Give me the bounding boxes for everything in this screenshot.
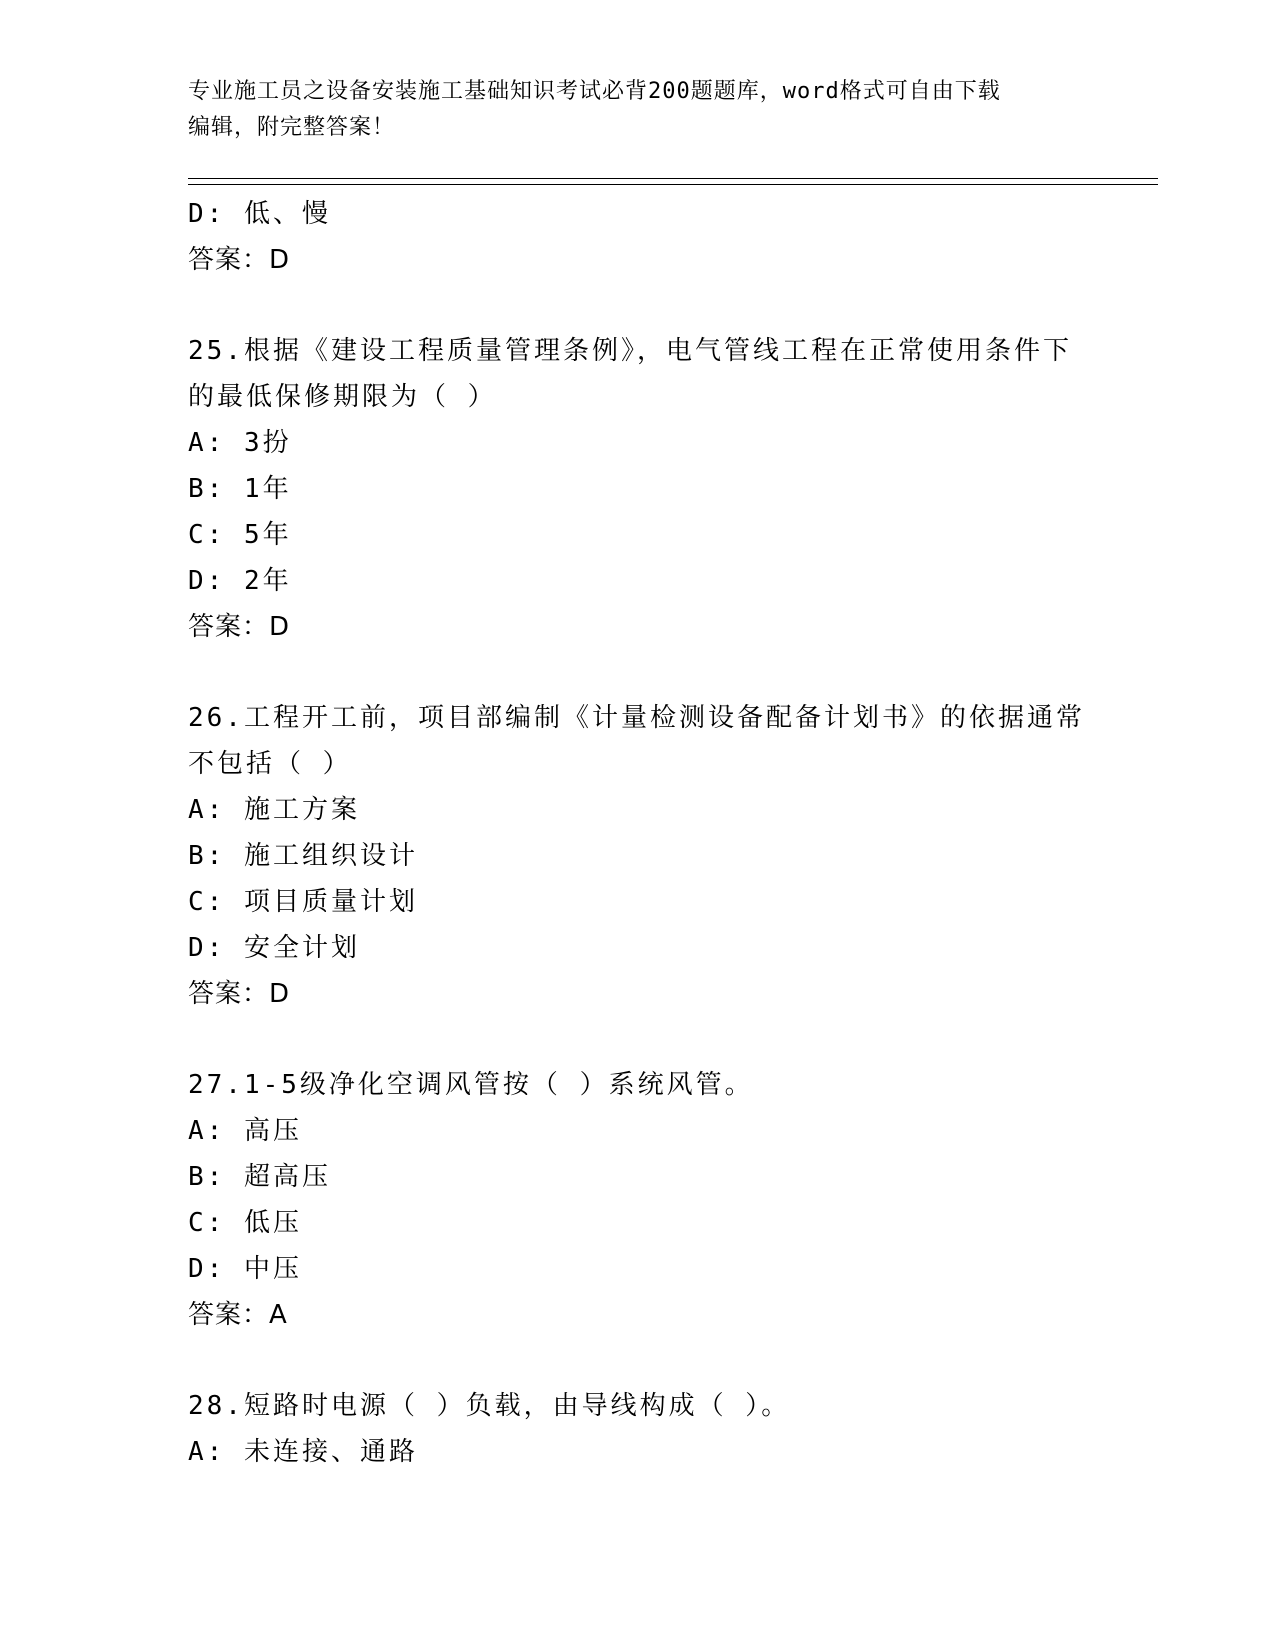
question-28 xyxy=(188,1383,1088,1475)
document-header xyxy=(188,74,1068,146)
option-d: D: 低、慢 xyxy=(188,199,331,229)
option-b: B: 施工组织设计 xyxy=(188,841,418,871)
question-26 xyxy=(188,695,1088,1017)
option-a: A: 未连接、通路 xyxy=(188,1437,418,1467)
option-a: A: 施工方案 xyxy=(188,795,360,825)
option-b: B: 1年 xyxy=(188,474,292,504)
answer-line: 答案：D xyxy=(188,245,291,275)
question-27 xyxy=(188,1062,1088,1338)
header-rule-top xyxy=(188,178,1158,179)
question-title-line-1: 25.根据《建设工程质量管理条例》，电气管线工程在正常使用条件下 xyxy=(188,336,1072,366)
spacer xyxy=(188,283,1088,328)
question-title-line-1: 26.工程开工前，项目部编制《计量检测设备配备计划书》的依据通常 xyxy=(188,703,1085,733)
answer-line: 答案：D xyxy=(188,612,291,642)
answer-line: 答案：A xyxy=(188,1300,288,1330)
question-title-line-1: 28.短路时电源（ ）负载，由导线构成（ ）。 xyxy=(188,1391,791,1421)
option-c: C: 项目质量计划 xyxy=(188,887,418,917)
answer-line: 答案：D xyxy=(188,979,291,1009)
option-d: D: 2年 xyxy=(188,566,292,596)
option-c: C: 低压 xyxy=(188,1208,302,1238)
header-title-line-2: 编辑，附完整答案！ xyxy=(188,115,396,140)
previous-question-tail xyxy=(188,191,1088,283)
option-d: D: 安全计划 xyxy=(188,933,360,963)
question-list xyxy=(188,191,1088,1475)
option-a: A: 高压 xyxy=(188,1116,302,1146)
question-title-line-2: 的最低保修期限为（ ） xyxy=(188,382,497,412)
spacer xyxy=(188,1338,1088,1383)
spacer xyxy=(188,1017,1088,1062)
option-b: B: 超高压 xyxy=(188,1162,331,1192)
header-title-line-1: 专业施工员之设备安装施工基础知识考试必背200题题库，word格式可自由下载 xyxy=(188,79,1001,104)
question-title-line-1: 27.1-5级净化空调风管按（ ）系统风管。 xyxy=(188,1070,754,1100)
header-rule-bottom xyxy=(188,184,1158,185)
option-c: C: 5年 xyxy=(188,520,292,550)
question-title-line-2: 不包括（ ） xyxy=(188,749,352,779)
option-d: D: 中压 xyxy=(188,1254,302,1284)
option-a: A: 3扮 xyxy=(188,428,292,458)
spacer xyxy=(188,650,1088,695)
question-25 xyxy=(188,328,1088,650)
